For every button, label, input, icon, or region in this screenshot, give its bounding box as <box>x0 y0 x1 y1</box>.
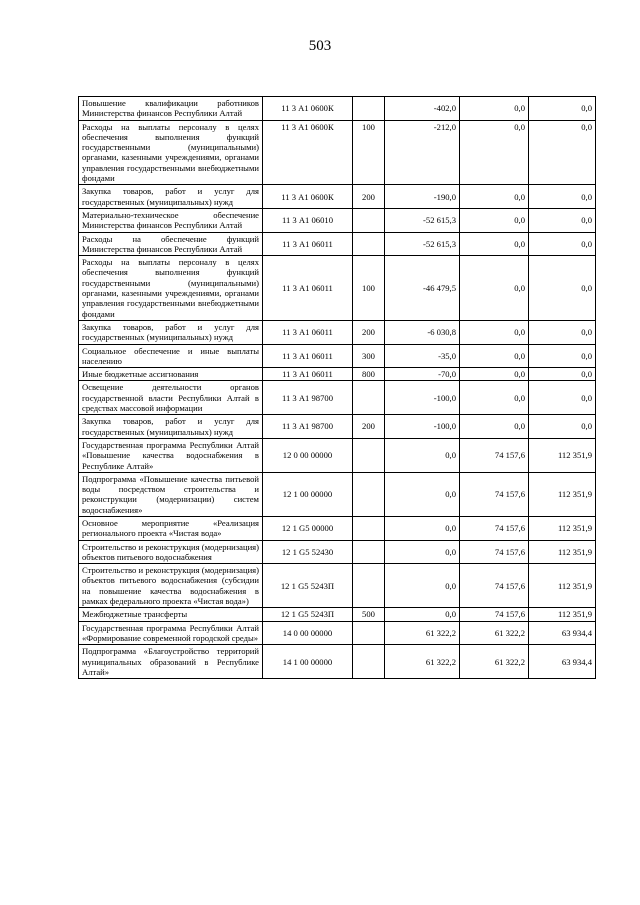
amount-year-3: 112 351,9 <box>529 472 596 516</box>
item-name: Подпрограмма «Повышение качества питьевой воды посредством строительства и реконструкции (модернизации) систем водоснабжения» <box>79 472 263 516</box>
classification-code: 12 1 G5 00000 <box>263 516 353 540</box>
amount-year-2: 74 157,6 <box>460 540 529 564</box>
amount-year-1: 0,0 <box>385 540 460 564</box>
table-row <box>79 97 596 121</box>
item-name: Социальное обеспечение и иные выплаты населению <box>79 344 263 368</box>
amount-year-1: 0,0 <box>385 516 460 540</box>
expense-type <box>353 621 385 645</box>
table-row <box>79 208 596 232</box>
amount-year-3: 112 351,9 <box>529 564 596 608</box>
amount-year-2: 61 322,2 <box>460 645 529 679</box>
item-name: Расходы на обеспечение функций Министерства финансов Республики Алтай <box>79 232 263 256</box>
table-row <box>79 621 596 645</box>
amount-year-2: 0,0 <box>460 208 529 232</box>
amount-year-3: 63 934,4 <box>529 621 596 645</box>
amount-year-3: 0,0 <box>529 415 596 439</box>
budget-table <box>78 96 596 679</box>
item-name: Строительство и реконструкция (модернизация) объектов питьевого водоснабжения <box>79 540 263 564</box>
expense-type: 100 <box>353 256 385 321</box>
table-row <box>79 415 596 439</box>
classification-code: 11 3 А1 06011 <box>263 344 353 368</box>
amount-year-2: 0,0 <box>460 415 529 439</box>
classification-code: 14 1 00 00000 <box>263 645 353 679</box>
amount-year-3: 0,0 <box>529 344 596 368</box>
amount-year-1: -70,0 <box>385 368 460 381</box>
amount-year-2: 74 157,6 <box>460 472 529 516</box>
classification-code: 11 3 А1 0600К <box>263 185 353 209</box>
amount-year-3: 0,0 <box>529 232 596 256</box>
classification-code: 11 3 А1 0600К <box>263 120 353 185</box>
table-row <box>79 472 596 516</box>
table-row <box>79 381 596 415</box>
classification-code: 11 3 А1 06011 <box>263 320 353 344</box>
expense-type: 200 <box>353 185 385 209</box>
amount-year-2: 0,0 <box>460 97 529 121</box>
amount-year-3: 0,0 <box>529 381 596 415</box>
classification-code: 11 3 А1 06011 <box>263 232 353 256</box>
classification-code: 12 1 G5 5243П <box>263 564 353 608</box>
amount-year-2: 74 157,6 <box>460 516 529 540</box>
classification-code: 12 1 00 00000 <box>263 472 353 516</box>
amount-year-1: -100,0 <box>385 381 460 415</box>
amount-year-2: 0,0 <box>460 368 529 381</box>
expense-type <box>353 97 385 121</box>
amount-year-3: 0,0 <box>529 208 596 232</box>
amount-year-2: 0,0 <box>460 232 529 256</box>
table-row <box>79 256 596 321</box>
expense-type: 200 <box>353 320 385 344</box>
page-number: 503 <box>308 38 332 54</box>
amount-year-1: -402,0 <box>385 97 460 121</box>
classification-code: 11 3 А1 06011 <box>263 256 353 321</box>
item-name: Государственная программа Республики Алтай «Формирование современной городской среды» <box>79 621 263 645</box>
item-name: Материально-техническое обеспечение Министерства финансов Республики Алтай <box>79 208 263 232</box>
table-row <box>79 564 596 608</box>
item-name: Повышение квалификации работников Министерства финансов Республики Алтай <box>79 97 263 121</box>
item-name: Государственная программа Республики Алтай «Повышение качества водоснабжения в Республике Алтай» <box>79 438 263 472</box>
amount-year-3: 0,0 <box>529 120 596 185</box>
amount-year-3: 0,0 <box>529 185 596 209</box>
expense-type <box>353 438 385 472</box>
amount-year-1: -35,0 <box>385 344 460 368</box>
expense-type: 300 <box>353 344 385 368</box>
table-row <box>79 232 596 256</box>
expense-type <box>353 516 385 540</box>
amount-year-2: 0,0 <box>460 344 529 368</box>
expense-type <box>353 232 385 256</box>
amount-year-3: 112 351,9 <box>529 438 596 472</box>
expense-type <box>353 645 385 679</box>
classification-code: 14 0 00 00000 <box>263 621 353 645</box>
item-name: Расходы на выплаты персоналу в целях обеспечения выполнения функций государственными (муниципальными) органами, казенными учреждениями, органами управления государственными внебюджетными фондами <box>79 120 263 185</box>
table-row <box>79 516 596 540</box>
amount-year-2: 0,0 <box>460 120 529 185</box>
classification-code: 12 0 00 00000 <box>263 438 353 472</box>
classification-code: 11 3 А1 06010 <box>263 208 353 232</box>
expense-type: 500 <box>353 608 385 621</box>
amount-year-3: 0,0 <box>529 320 596 344</box>
amount-year-1: -52 615,3 <box>385 232 460 256</box>
amount-year-1: -190,0 <box>385 185 460 209</box>
expense-type <box>353 381 385 415</box>
table-row <box>79 344 596 368</box>
amount-year-2: 61 322,2 <box>460 621 529 645</box>
amount-year-2: 74 157,6 <box>460 438 529 472</box>
expense-type: 100 <box>353 120 385 185</box>
table-row <box>79 645 596 679</box>
classification-code: 12 1 G5 52430 <box>263 540 353 564</box>
amount-year-1: -52 615,3 <box>385 208 460 232</box>
amount-year-2: 0,0 <box>460 381 529 415</box>
amount-year-3: 112 351,9 <box>529 516 596 540</box>
amount-year-2: 0,0 <box>460 185 529 209</box>
item-name: Межбюджетные трансферты <box>79 608 263 621</box>
amount-year-1: 0,0 <box>385 564 460 608</box>
amount-year-1: -100,0 <box>385 415 460 439</box>
classification-code: 11 3 А1 0600К <box>263 97 353 121</box>
expense-type <box>353 564 385 608</box>
amount-year-1: -6 030,8 <box>385 320 460 344</box>
item-name: Основное мероприятие «Реализация регионального проекта «Чистая вода» <box>79 516 263 540</box>
expense-type <box>353 540 385 564</box>
table-row <box>79 438 596 472</box>
classification-code: 11 3 А1 98700 <box>263 415 353 439</box>
classification-code: 11 3 А1 06011 <box>263 368 353 381</box>
amount-year-3: 63 934,4 <box>529 645 596 679</box>
item-name: Подпрограмма «Благоустройство территорий муниципальных образований в Республике Алтай» <box>79 645 263 679</box>
amount-year-1: 0,0 <box>385 608 460 621</box>
amount-year-3: 0,0 <box>529 368 596 381</box>
classification-code: 11 3 А1 98700 <box>263 381 353 415</box>
amount-year-2: 0,0 <box>460 320 529 344</box>
expense-type: 800 <box>353 368 385 381</box>
amount-year-3: 0,0 <box>529 256 596 321</box>
amount-year-1: 61 322,2 <box>385 621 460 645</box>
amount-year-3: 112 351,9 <box>529 540 596 564</box>
table-row <box>79 120 596 185</box>
amount-year-3: 112 351,9 <box>529 608 596 621</box>
amount-year-3: 0,0 <box>529 97 596 121</box>
expense-type <box>353 472 385 516</box>
amount-year-1: -212,0 <box>385 120 460 185</box>
item-name: Освещение деятельности органов государственной власти Республики Алтай в средствах массовой информации <box>79 381 263 415</box>
amount-year-2: 74 157,6 <box>460 564 529 608</box>
classification-code: 12 1 G5 5243П <box>263 608 353 621</box>
item-name: Закупка товаров, работ и услуг для государственных (муниципальных) нужд <box>79 185 263 209</box>
table-row <box>79 368 596 381</box>
expense-type <box>353 208 385 232</box>
item-name: Закупка товаров, работ и услуг для государственных (муниципальных) нужд <box>79 320 263 344</box>
item-name: Закупка товаров, работ и услуг для государственных (муниципальных) нужд <box>79 415 263 439</box>
table-row <box>79 185 596 209</box>
amount-year-1: -46 479,5 <box>385 256 460 321</box>
table-row <box>79 540 596 564</box>
table-row <box>79 320 596 344</box>
item-name: Строительство и реконструкция (модернизация) объектов питьевого водоснабжения (субсидии на повышение качества водоснабжения в рамках федерального проекта «Чистая вода») <box>79 564 263 608</box>
amount-year-2: 74 157,6 <box>460 608 529 621</box>
expense-type: 200 <box>353 415 385 439</box>
amount-year-1: 0,0 <box>385 472 460 516</box>
amount-year-1: 61 322,2 <box>385 645 460 679</box>
budget-table-body <box>79 97 596 679</box>
amount-year-1: 0,0 <box>385 438 460 472</box>
amount-year-2: 0,0 <box>460 256 529 321</box>
table-row <box>79 608 596 621</box>
item-name: Иные бюджетные ассигнования <box>79 368 263 381</box>
item-name: Расходы на выплаты персоналу в целях обеспечения выполнения функций государственными (муниципальными) органами, казенными учреждениями, органами управления государственными внебюджетными фондами <box>79 256 263 321</box>
